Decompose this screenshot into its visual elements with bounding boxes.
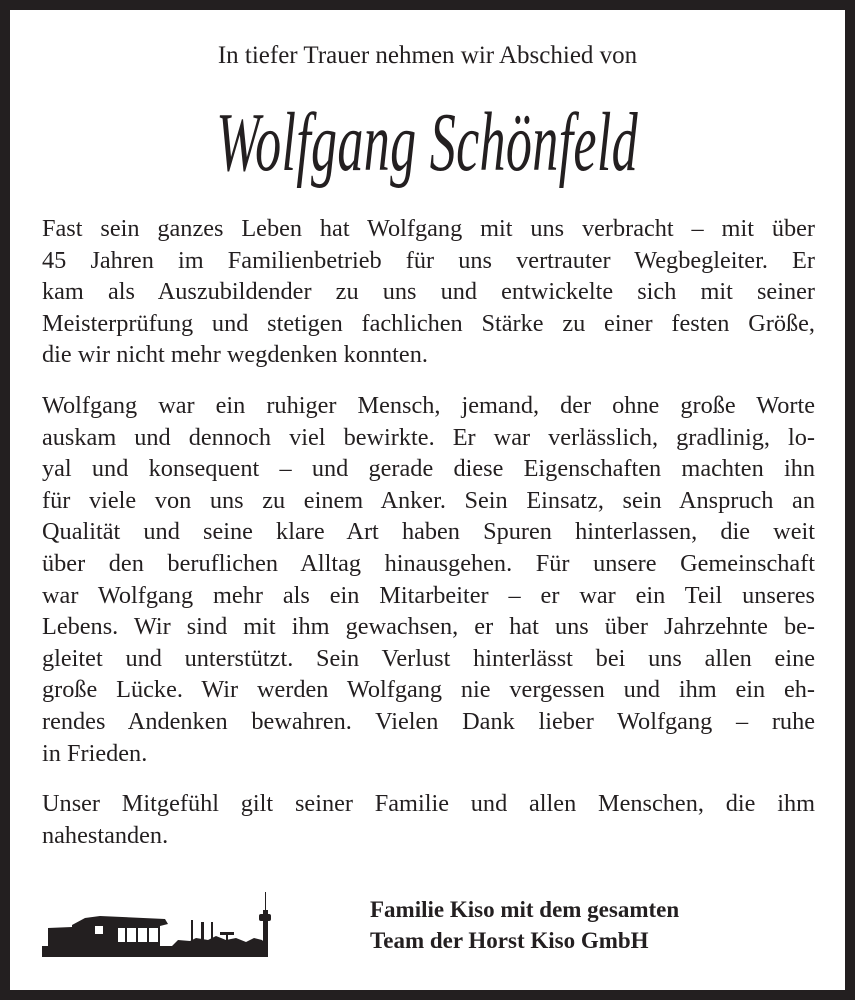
paragraph [42,390,815,769]
text-line: auskam und dennoch viel bewirkte. Er war verlässlich, gradlinig, lo- [42,423,815,451]
signature-line: Familie Kiso mit dem gesamten [370,897,680,922]
text-line: gleitet und unterstützt. Sein Verlust hinterlässt bei uns allen eine [42,644,815,672]
intro-line: In tiefer Trauer nehmen wir Abschied von [217,42,638,69]
text-line: über den beruflichen Alltag hinausgehen. Für unsere Gemeinschaft [42,549,815,577]
text-line: Qualität und seine klare Art haben Spuren hinterlassen, die weit [42,518,815,546]
text-line: Meisterprüfung und stetigen fachlichen Stärke zu einer festen Größe, [42,309,815,337]
signature [370,894,679,956]
text-line: rendes Andenken bewahren. Vielen Dank lieber Wolfgang – ruhe [42,707,815,735]
signature-line: Team der Horst Kiso GmbH [370,928,649,953]
obituary-text [42,213,815,870]
text-line: Wolfgang war ein ruhiger Mensch, jemand, der ohne große Worte [42,391,815,419]
text-line: kam als Auszubildender zu uns und entwickelte sich mit seiner [42,278,815,306]
paragraph [42,213,815,371]
deceased-name-container [0,98,855,188]
text-line: 45 Jahren im Familienbetrieb für uns vertrauter Wegbegleiter. Er [42,246,815,274]
text-line: für viele von uns zu einem Anker. Sein Einsatz, sein Anspruch an [42,486,815,514]
deceased-name: Wolfgang Schönfeld [216,96,639,189]
text-line: die wir nicht mehr wegdenken konnten. [42,341,428,369]
paragraph [42,788,815,851]
text-line: yal und konsequent – und gerade diese Eigenschaften machten ihn [42,455,815,483]
text-line: war Wolfgang mehr als ein Mitarbeiter – er war ein Teil unseres [42,581,815,609]
text-line: in Frieden. [42,739,148,767]
text-line: Unser Mitgefühl gilt seiner Familie und allen Menschen, die ihm [42,790,815,818]
text-line: große Lücke. Wir werden Wolfgang nie vergessen und ihm ein eh- [42,676,815,704]
text-line: Lebens. Wir sind mit ihm gewachsen, er hat uns über Jahrzehnte be- [42,613,815,641]
company-skyline-logo [40,888,280,960]
text-line: Fast sein ganzes Leben hat Wolfgang mit uns verbracht – mit über [42,215,815,242]
text-line: nahestanden. [42,821,169,849]
